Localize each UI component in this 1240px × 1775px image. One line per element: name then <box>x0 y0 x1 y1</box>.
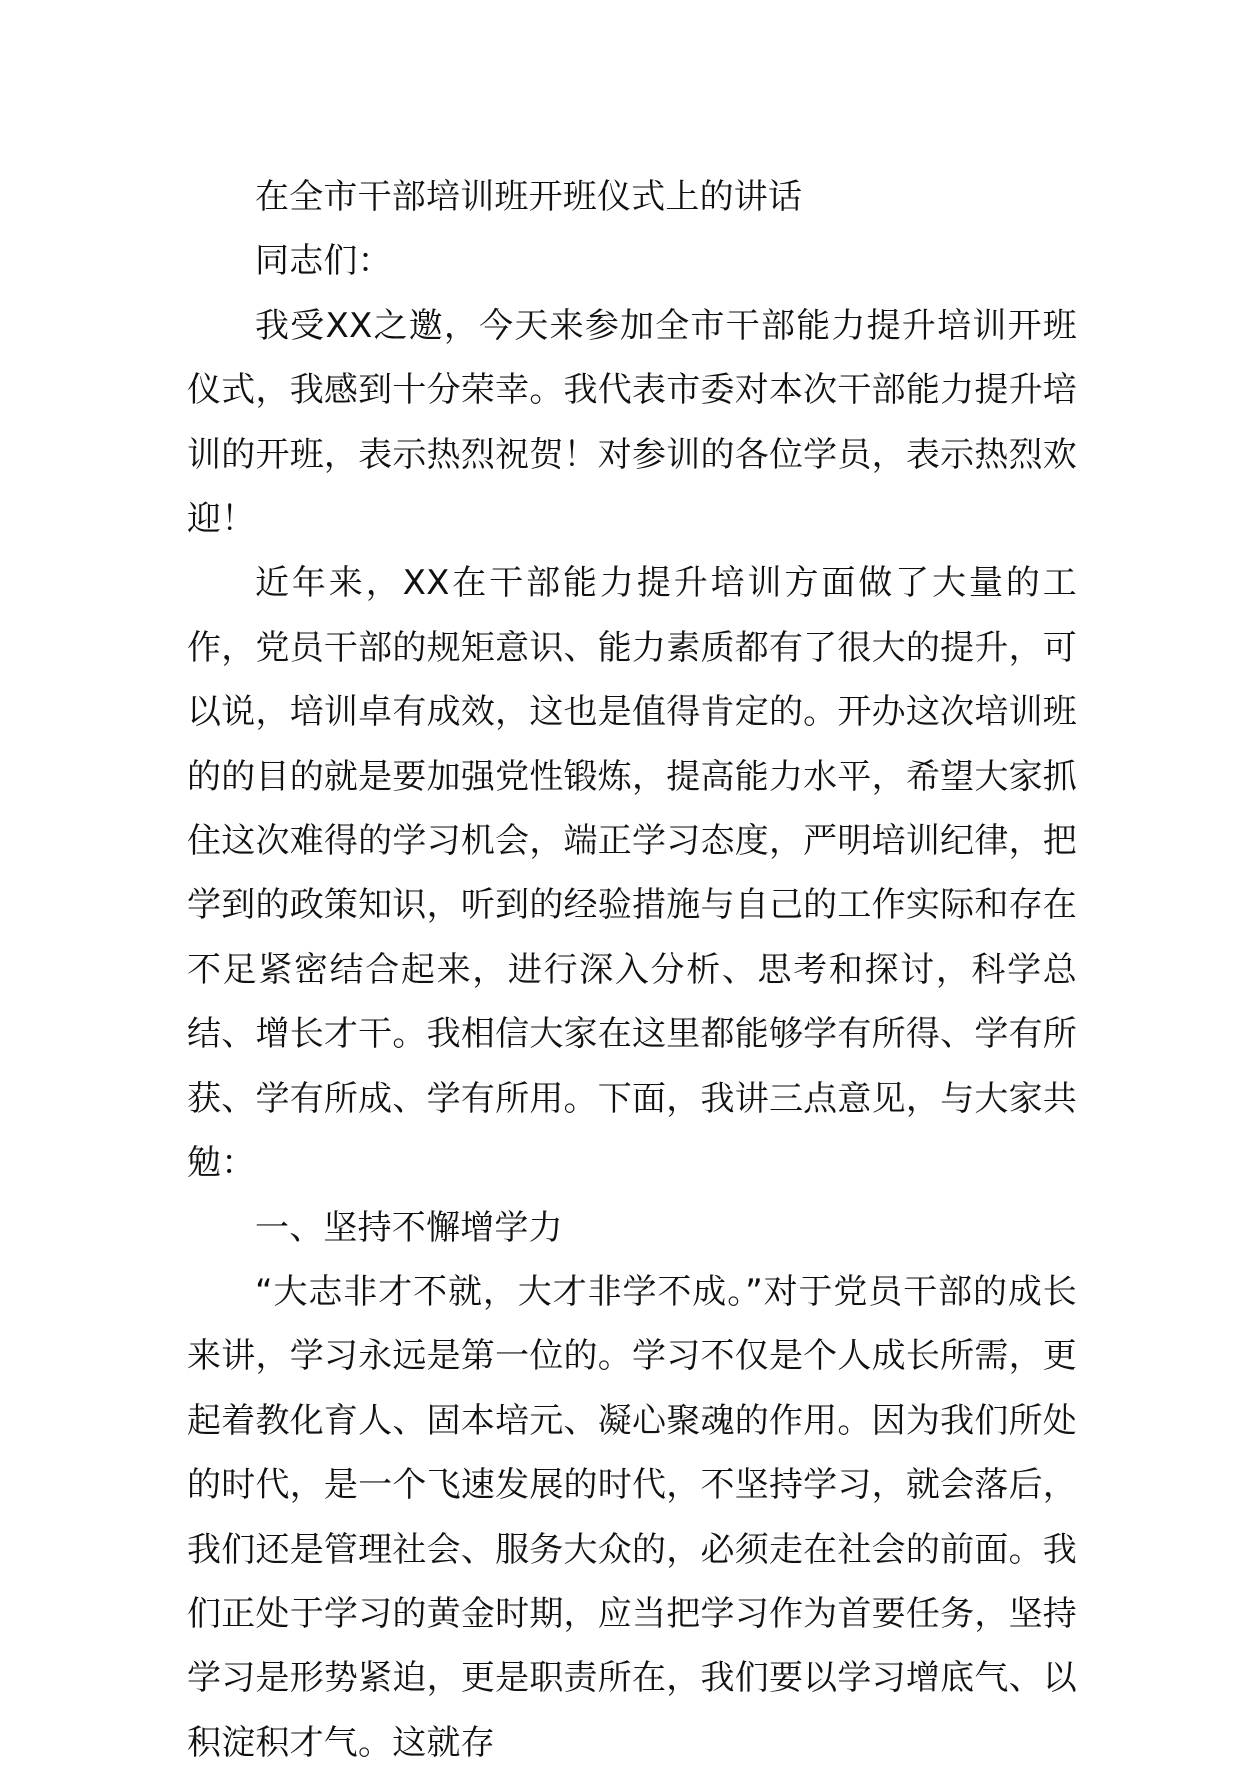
paragraph-opening: 我受XX之邀，今天来参加全市干部能力提升培训开班仪式，我感到十分荣幸。我代表市委对本次干部能力提升培训的开班，表示热烈祝贺！对参训的各位学员，表示热烈欢迎！ <box>187 305 1077 540</box>
section-heading: 一、坚持不懈增学力 <box>255 1207 563 1248</box>
paragraph-background: 近年来，XX在干部能力提升培训方面做了大量的工作，党员干部的规矩意识、能力素质都有了很大的提升，可以说，培训卓有成效，这也是值得肯定的。开办这次培训班的的目的就是要加强党性锻炼，提高能力水平，希望大家抓住这次难得的学习机会，端正学习态度，严明培训纪律，把学到的政策知识，听到的经验措施与自己的工作实际和存在不足紧密结合起来，进行深入分析、思考和探讨，科学总结、增长才干。我相信大家在这里都能够学有所得、学有所获、学有所成、学有所用。下面，我讲三点意见，与大家共勉： <box>187 563 1077 1184</box>
salutation: 同志们： <box>255 241 392 282</box>
document-body <box>187 165 1077 1775</box>
paragraph-section-one: “大志非才不就，大才非学不成。”对于党员干部的成长来讲，学习永远是第一位的。学习不仅是个人成长所需，更起着教化育人、固本培元、凝心聚魂的作用。因为我们所处的时代，是一个飞速发展的时代，不坚持学习，就会落后，我们还是管理社会、服务大众的，必须走在社会的前面。我们正处于学习的黄金时期，应当把学习作为首要任务，坚持学习是形势紧迫，更是职责所在，我们要以学习增底气、以积淀积才气。这就存 <box>187 1271 1077 1763</box>
document-title: 在全市干部培训班开班仪式上的讲话 <box>255 177 803 217</box>
